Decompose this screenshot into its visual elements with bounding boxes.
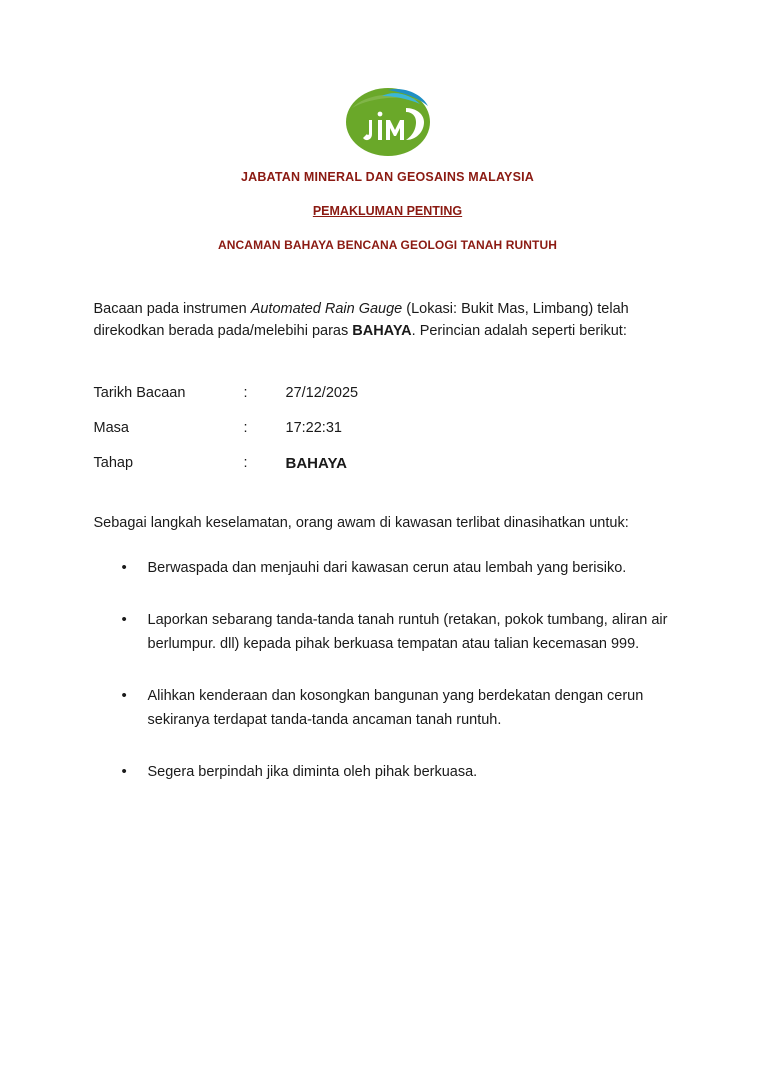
detail-value-time: 17:22:31 bbox=[285, 419, 342, 436]
intro-text-part1: Bacaan pada instrumen bbox=[93, 301, 251, 317]
notice-title: PEMAKLUMAN PENTING bbox=[312, 204, 463, 218]
document-body bbox=[92, 298, 684, 785]
detail-label-time: Masa bbox=[93, 419, 129, 436]
table-row bbox=[94, 385, 359, 420]
list-item: • Laporkan sebarang tanda-tanda tanah runtuh (retakan, pokok tumbang, aliran air berlumpur. dll) kepada pihak berkuasa tempatan atau talian kecemasan 999. bbox=[144, 609, 684, 656]
subject-title: ANCAMAN BAHAYA BENCANA GEOLOGI TANAH RUNTUH bbox=[218, 238, 557, 252]
safety-lead-text: Sebagai langkah keselamatan, orang awam di kawasan terlibat dinasihatkan untuk: bbox=[93, 514, 629, 531]
danger-level-inline: BAHAYA bbox=[352, 323, 412, 340]
safety-instruction-list bbox=[94, 557, 684, 785]
reading-details-table bbox=[94, 385, 359, 491]
detail-label-level: Tahap bbox=[93, 454, 134, 471]
detail-value-date: 27/12/2025 bbox=[285, 384, 359, 401]
table-row bbox=[94, 420, 359, 455]
instrument-name: Automated Rain Gauge bbox=[250, 301, 403, 317]
list-item: • Berwaspada dan menjauhi dari kawasan cerun atau lembah yang berisiko. bbox=[144, 557, 684, 580]
detail-colon-time: : bbox=[243, 419, 248, 436]
intro-text-part2: (Lokasi: Bukit Mas, Limbang) telah direkodkan berada pada/melebihi paras bbox=[93, 301, 629, 340]
header-block bbox=[0, 170, 775, 252]
organization-title: JABATAN MINERAL DAN GEOSAINS MALAYSIA bbox=[240, 170, 535, 184]
jmg-logo-icon bbox=[342, 82, 434, 158]
table-row bbox=[94, 455, 359, 491]
detail-value-level: BAHAYA bbox=[285, 454, 347, 472]
intro-paragraph bbox=[94, 298, 684, 343]
detail-colon-date: : bbox=[243, 384, 248, 401]
list-item: • Segera berpindah jika diminta oleh pihak berkuasa. bbox=[144, 761, 684, 784]
detail-label-date: Tarikh Bacaan bbox=[93, 384, 186, 401]
intro-text-part3: . Perincian adalah seperti berikut: bbox=[411, 323, 627, 340]
detail-colon-level: : bbox=[243, 454, 248, 471]
logo-container bbox=[0, 0, 775, 158]
list-item: • Alihkan kenderaan dan kosongkan bangunan yang berdekatan dengan cerun sekiranya terdapat tanda-tanda ancaman tanah runtuh. bbox=[144, 685, 684, 732]
